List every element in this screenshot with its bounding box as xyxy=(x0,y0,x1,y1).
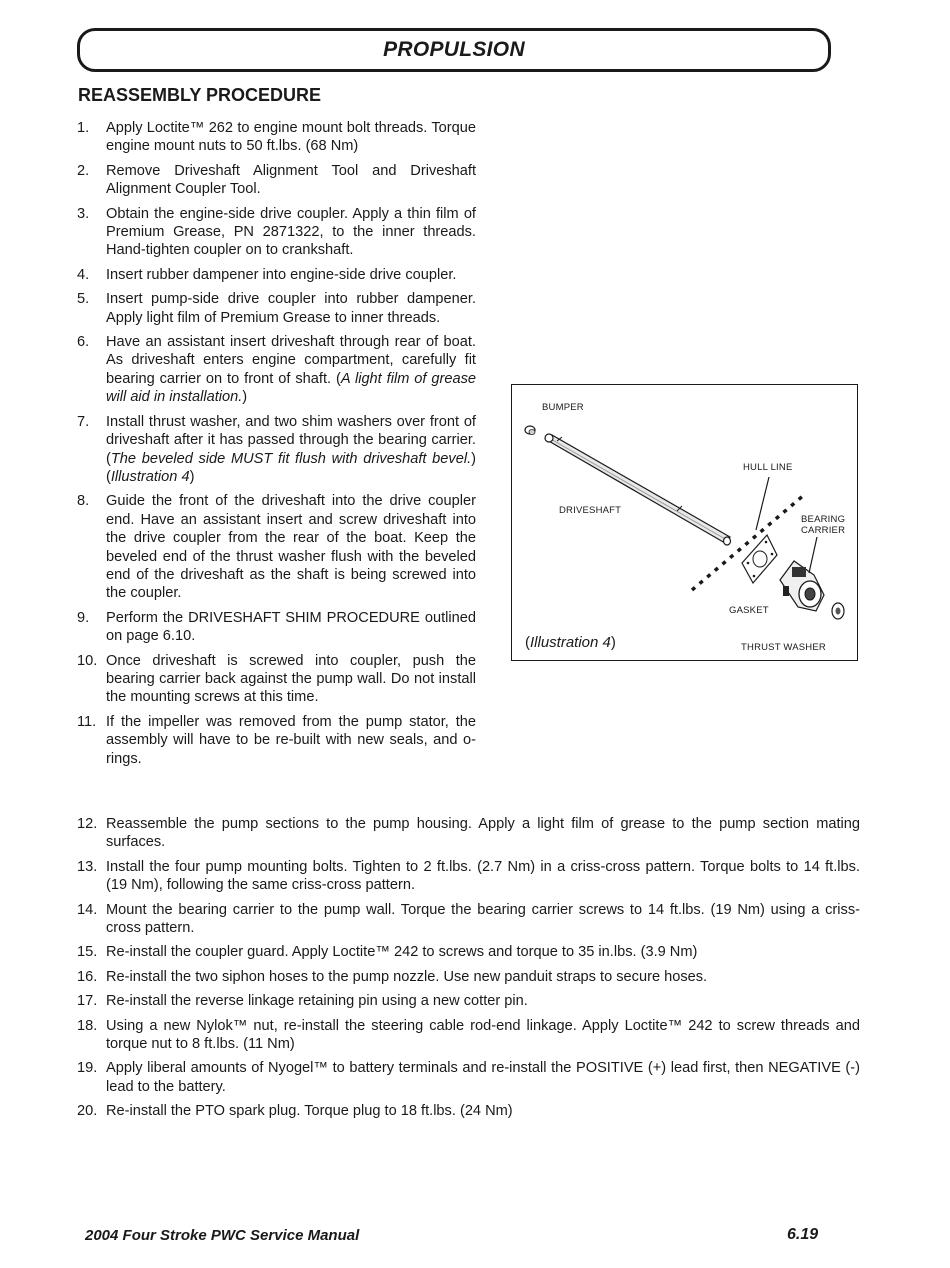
step-item xyxy=(77,652,476,707)
step-number: 18. xyxy=(77,1017,98,1034)
step-text: Mount the bearing carrier to the pump wall. Torque the bearing carrier screws to 14 ft.lbs. (19 Nm) using a criss-cross pattern. xyxy=(106,901,860,937)
step-text: Re-install the PTO spark plug. Torque plug to 18 ft.lbs. (24 Nm) xyxy=(106,1103,513,1120)
page-title: PROPULSION xyxy=(383,38,525,61)
thrust-washer-part xyxy=(832,603,844,619)
step-number: 11. xyxy=(77,713,97,730)
step-number: 15. xyxy=(77,944,98,961)
label-thrust-washer: THRUST WASHER xyxy=(741,642,826,653)
section-heading: REASSEMBLY PROCEDURE xyxy=(78,85,322,105)
illustration-4 xyxy=(511,384,858,661)
step-item xyxy=(77,266,476,284)
step-number: 16. xyxy=(77,968,98,985)
step-item xyxy=(77,901,860,938)
step-item xyxy=(77,290,476,327)
step-text: Install the four pump mounting bolts. Tighten to 2 ft.lbs. (2.7 Nm) in a criss-cross pattern. Torque bolts to 14 ft.lbs. (19 Nm), following the same criss-cross pattern. xyxy=(106,858,860,894)
step-text: Reassemble the pump sections to the pump housing. Apply a light film of grease to the pump section mating surfaces. xyxy=(106,816,860,851)
label-bearing-carrier-line2: CARRIER xyxy=(801,525,846,536)
step-number: 12. xyxy=(77,816,98,832)
step-text: Perform the DRIVESHAFT SHIM PROCEDURE outlined on page 6.10. xyxy=(106,609,476,645)
step-number: 3. xyxy=(77,205,90,222)
step-number: 2. xyxy=(77,162,90,179)
step-text: Using a new Nylok™ nut, re-install the steering cable rod-end linkage. Apply Loctite™ 242 to screw threads and torque nut to 8 ft.lbs. (11 Nm) xyxy=(106,1017,860,1053)
step-number: 6. xyxy=(77,334,90,351)
step-text: Guide the front of the driveshaft into the drive coupler end. Have an assistant insert and screw driveshaft into the drive coupler from the rear of the boat. Keep the beveled end of the thrust washer flush with the beveled end of the driveshaft as the shaft is being screwed into the coupler. xyxy=(106,493,476,602)
step-number: 9. xyxy=(77,609,90,626)
step-item xyxy=(77,943,860,961)
bumper-part xyxy=(525,426,535,435)
step-number: 13. xyxy=(77,858,98,875)
step-item xyxy=(77,119,476,156)
bearing-carrier-part xyxy=(780,561,824,611)
step-text: Insert pump-side drive coupler into rubber dampener. Apply light film of Premium Grease to inner threads. xyxy=(106,291,476,326)
step-text: Re-install the coupler guard. Apply Loctite™ 242 to screws and torque to 35 in.lbs. (3.9 Nm) xyxy=(106,944,698,961)
step-item xyxy=(77,609,476,646)
steps-list-wide xyxy=(77,815,860,1127)
step-number: 17. xyxy=(77,993,98,1010)
step-item xyxy=(77,858,860,895)
header-banner xyxy=(77,28,831,72)
step-text: Obtain the engine-side drive coupler. Apply a thin film of Premium Grease, PN 2871322, to the inner threads. Hand-tighten coupler on to crankshaft. xyxy=(106,205,476,259)
step-item xyxy=(77,1017,860,1054)
label-driveshaft: DRIVESHAFT xyxy=(559,505,622,516)
footer-page-number: 6.19 xyxy=(787,1226,819,1243)
footer-manual-title: 2004 Four Stroke PWC Service Manual xyxy=(85,1227,360,1244)
step-item xyxy=(77,815,860,852)
step-item xyxy=(77,205,476,260)
label-gasket: GASKET xyxy=(729,605,769,616)
step-item xyxy=(77,968,860,986)
step-item xyxy=(77,1059,860,1096)
step-item xyxy=(77,713,476,768)
step-text: Apply liberal amounts of Nyogel™ to battery terminals and re-install the POSITIVE (+) lead first, then NEGATIVE (-) lead to the battery. xyxy=(106,1060,860,1095)
step-text: Once driveshaft is screwed into coupler, push the bearing carrier back against the pump wall. Do not install the mounting screws at this time. xyxy=(106,652,476,706)
step-number: 4. xyxy=(77,266,90,283)
steps-list-narrow xyxy=(77,119,476,774)
step-text: If the impeller was removed from the pump stator, the assembly will have to be re-built with new seals, and o-rings. xyxy=(106,713,476,767)
step-item xyxy=(77,992,860,1010)
step-number: 8. xyxy=(77,493,90,510)
step-text: Apply Loctite™ 262 to engine mount bolt threads. Torque engine mount nuts to 50 ft.lbs. (68 Nm) xyxy=(106,120,476,155)
step-text: Install thrust washer, and two shim washers over front of driveshaft after it has passed through the bearing carrier. (The beveled side MUST fit flush with driveshaft bevel.) (Illustration 4) xyxy=(106,413,476,485)
label-bumper: BUMPER xyxy=(542,402,584,413)
step-text: Insert rubber dampener into engine-side drive coupler. xyxy=(106,266,457,283)
step-text: Have an assistant insert driveshaft through rear of boat. As driveshaft enters engine compartment, carefully fit bearing carrier on to front of shaft. (A light film of grease will aid in installation.) xyxy=(106,334,476,406)
driveshaft-part xyxy=(545,434,731,545)
figure-caption: (Illustration 4) xyxy=(525,634,616,651)
step-item xyxy=(77,162,476,199)
step-item xyxy=(77,492,476,602)
step-number: 19. xyxy=(77,1060,98,1077)
step-text: Remove Driveshaft Alignment Tool and Driveshaft Alignment Coupler Tool. xyxy=(106,162,476,198)
label-bearing-carrier-line1: BEARING xyxy=(801,514,846,525)
step-item xyxy=(77,333,476,407)
step-number: 7. xyxy=(77,413,90,430)
label-hull-line: HULL LINE xyxy=(743,462,793,473)
step-item xyxy=(77,413,476,487)
step-number: 1. xyxy=(77,120,90,136)
step-number: 10. xyxy=(77,652,98,669)
step-text: Re-install the two siphon hoses to the pump nozzle. Use new panduit straps to secure hoses. xyxy=(106,968,708,985)
step-text: Re-install the reverse linkage retaining pin using a new cotter pin. xyxy=(106,993,528,1010)
step-number: 20. xyxy=(77,1103,98,1120)
step-item xyxy=(77,1102,860,1120)
step-number: 5. xyxy=(77,291,90,308)
step-number: 14. xyxy=(77,901,98,918)
